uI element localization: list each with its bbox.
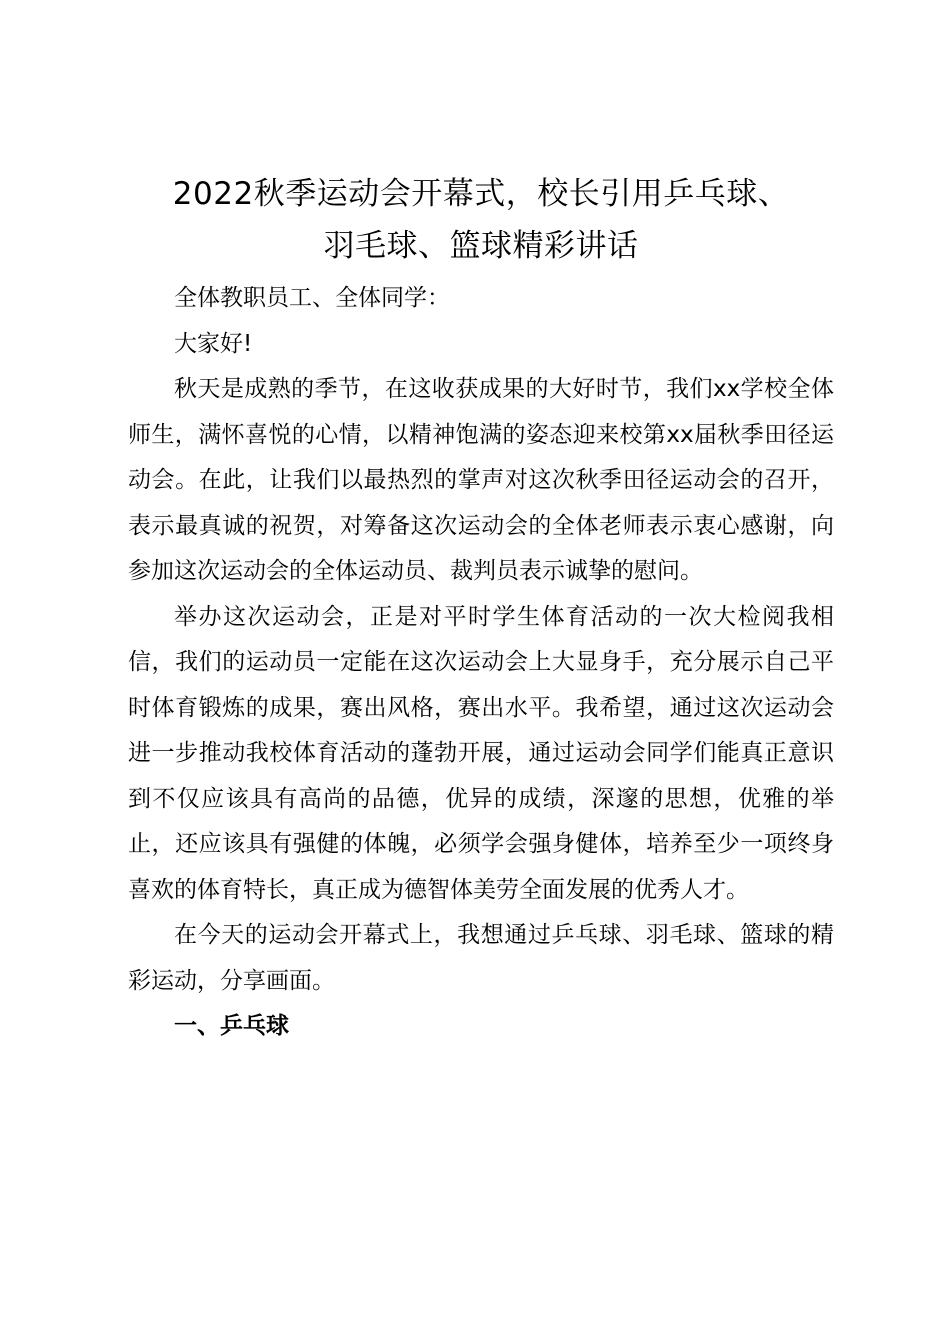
section-heading: 一、乒乓球 (174, 1013, 289, 1039)
document-title (128, 168, 834, 272)
body-paragraph-2: 举办这次运动会，正是对平时学生体育活动的一次大检阅我相信，我们的运动员一定能在这次运动会上大显身手，充分展示自己平时体育锻炼的成果，赛出风格，赛出水平。我希望，通过这次运动会进一步推动我校体育活动的蓬勃开展，通过运动会同学们能真正意识到不仅应该具有高尚的品德，优异的成绩，深邃的思想，优雅的举止，还应该具有强健的体魄，必须学会强身健体，培养至少一项终身喜欢的体育特长，真正成为德智体美劳全面发展的优秀人才。 (128, 603, 834, 903)
greeting: 大家好! (174, 330, 253, 357)
body-paragraph-3: 在今天的运动会开幕式上，我想通过乒乓球、羽毛球、篮球的精彩运动，分享画面。 (128, 922, 834, 994)
document-title-line-2: 羽毛球、篮球精彩讲话 (323, 228, 639, 264)
document-title-line-1: 2022秋季运动会开幕式，校长引用乒乓球、 (172, 176, 790, 212)
salutation: 全体教职员工、全体同学： (174, 285, 450, 311)
body-paragraph-1: 秋天是成熟的季节，在这收获成果的大好时节，我们xx学校全体师生，满怀喜悦的心情，以精神饱满的姿态迎来校第xx届秋季田径运动会。在此，让我们以最热烈的掌声对这次秋季田径运动会的召开，表示最真诚的祝贺，对筹备这次运动会的全体老师表示衷心感谢，向参加这次运动会的全体运动员、裁判员表示诚挚的慰问。 (128, 376, 834, 584)
